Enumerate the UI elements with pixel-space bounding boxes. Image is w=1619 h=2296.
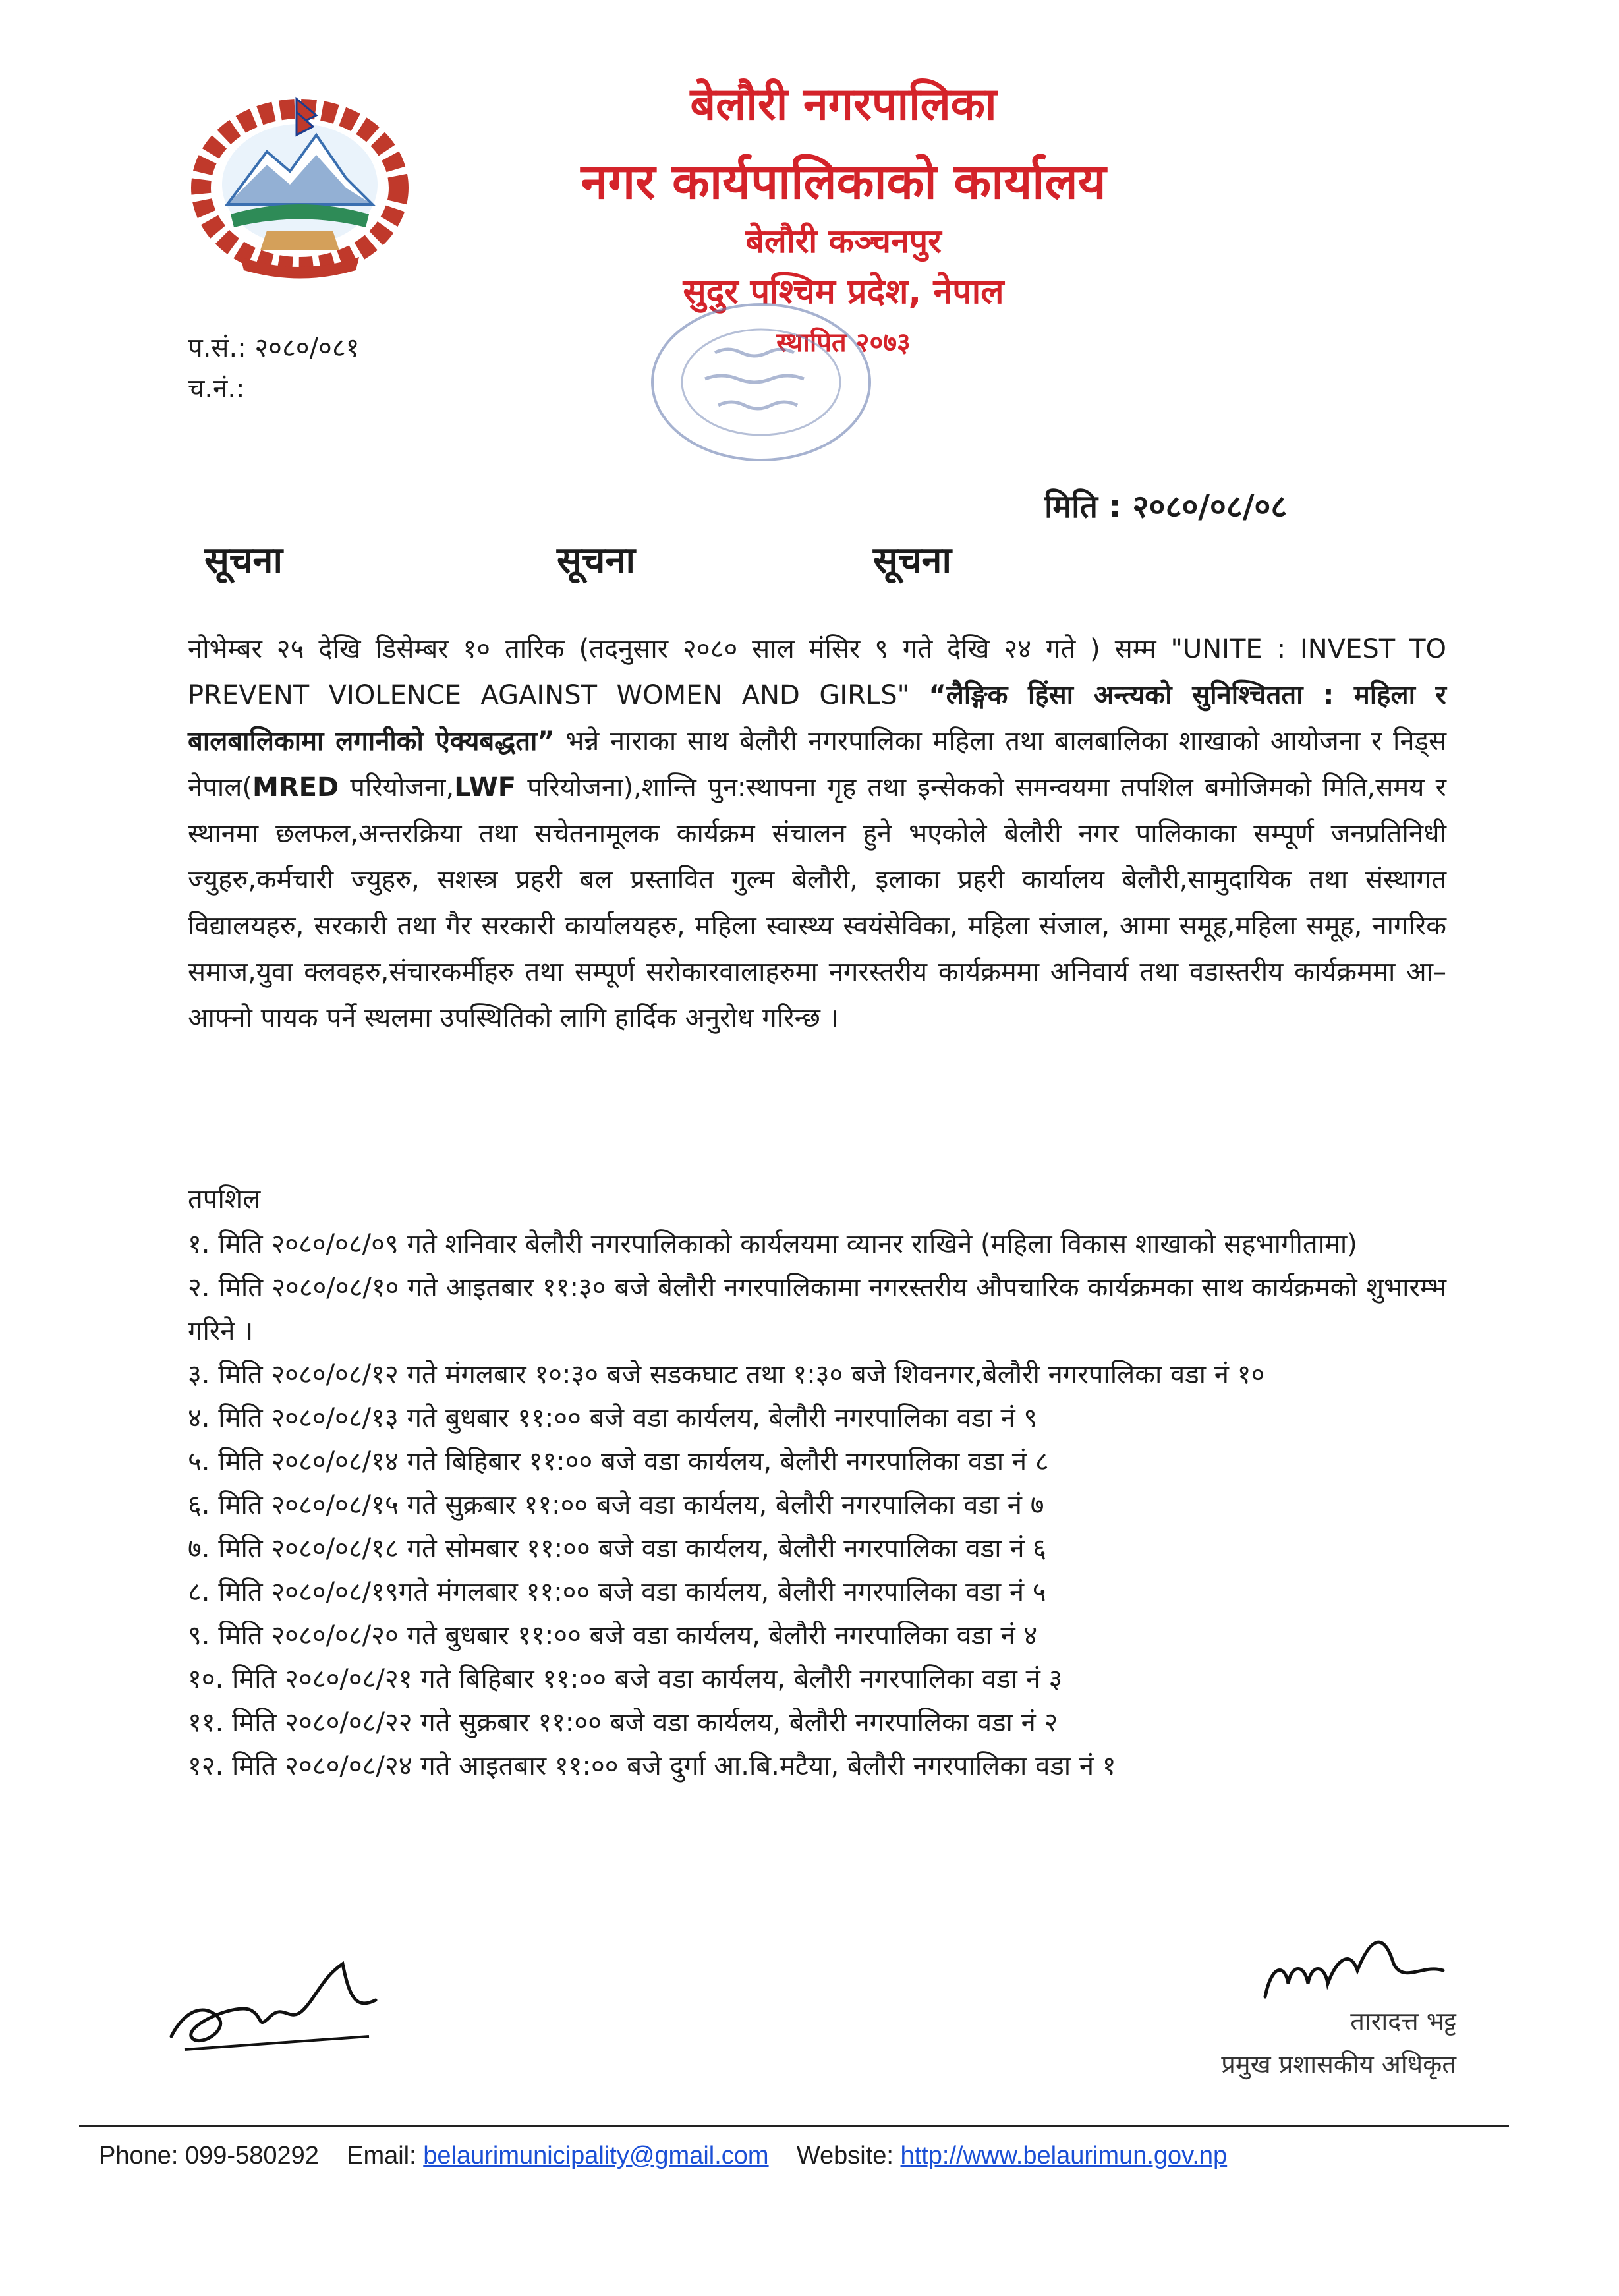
municipality-name: बेलौरी नगरपालिका xyxy=(690,78,997,130)
notice-title-3: सूचना xyxy=(873,539,952,582)
body-intro: नोभेम्बर २५ देखि डिसेम्बर १० तारिक (तदनुसार २०८० साल मंसिर ९ गते देखि २४ गते ) सम्म "UNITE : INVEST TO PREVENT VIOLENCE AGAINST WOMEN AND GIRLS" xyxy=(188,634,1446,710)
campaign-slogan: “लैङ्गिक हिंसा अन्त्यको सुनिश्चितता : महिला र बालबालिकामा लगानीको ऐक्यबद्धता” xyxy=(188,680,1446,757)
notice-title-1: सूचना xyxy=(204,539,283,582)
footer-divider xyxy=(79,2125,1509,2127)
schedule-item: १२. मिति २०८०/०८/२४ गते आइतबार ११:०० बजे दुर्गा आ.बि.मटैया, बेलौरी नगरपालिका वडा नं १ xyxy=(188,1751,1116,1781)
signatory-name: तारादत्त भट्ट xyxy=(1350,2007,1456,2036)
office-location: बेलौरी कञ्चनपुर xyxy=(745,222,942,260)
website-link[interactable]: http://www.belaurimun.gov.np xyxy=(900,2142,1228,2169)
schedule-list xyxy=(188,1222,1446,1788)
schedule-item: १. मिति २०८०/०८/०९ गते शनिवार बेलौरी नगरपालिकाको कार्यलयमा व्यानर राखिने (महिला विकास शाखाको सहभागीतामा) xyxy=(188,1229,1357,1259)
email-label: Email: xyxy=(347,2142,416,2169)
schedule-item: ९. मिति २०८०/०८/२० गते बुधबार ११:०० बजे वडा कार्यलय, बेलौरी नगरपालिका वडा नं ४ xyxy=(188,1621,1038,1651)
established-year: स्थापित २०७३ xyxy=(776,328,911,358)
dispatch-number: च.नं.: xyxy=(188,374,245,404)
schedule-item: ८. मिति २०८०/०८/१९गते मंगलबार ११:०० बजे वडा कार्यलय, बेलौरी नगरपालिका वडा नं ५ xyxy=(188,1577,1046,1607)
signatory-title: प्रमुख प्रशासकीय अधिकृत xyxy=(1221,2050,1456,2079)
schedule-item: ३. मिति २०८०/०८/१२ गते मंगलबार १०:३० बजे सडकघाट तथा १:३० बजे शिवनगर,बेलौरी नगरपालिका वडा नं १० xyxy=(188,1360,1265,1390)
schedule-item: ५. मिति २०८०/०८/१४ गते बिहिबार ११:०० बजे वडा कार्यलय, बेलौरी नगरपालिका वडा नं ८ xyxy=(188,1447,1049,1477)
letter-reference-number: प.सं.: २०८०/०८१ xyxy=(188,333,360,363)
phone-label: Phone: xyxy=(99,2142,179,2169)
email-link[interactable]: belaurimunicipality@gmail.com xyxy=(423,2142,769,2169)
footer-contact xyxy=(99,2142,1516,2170)
office-stamp-icon xyxy=(642,290,880,474)
notice-title-2: सूचना xyxy=(557,539,635,582)
schedule-heading: तपशिल xyxy=(188,1184,261,1215)
schedule-item: ४. मिति २०८०/०८/१३ गते बुधबार ११:०० बजे वडा कार्यलय, बेलौरी नगरपालिका वडा नं ९ xyxy=(188,1403,1038,1433)
schedule-item: ६. मिति २०८०/०८/१५ गते सुक्रबार ११:०० बजे वडा कार्यलय, बेलौरी नगरपालिका वडा नं ७ xyxy=(188,1490,1044,1520)
schedule-item: ७. मिति २०८०/०८/१८ गते सोमबार ११:०० बजे वडा कार्यलय, बेलौरी नगरपालिका वडा नं ६ xyxy=(188,1534,1047,1564)
schedule-item: ११. मिति २०८०/०८/२२ गते सुक्रबार ११:०० बजे वडा कार्यलय, बेलौरी नगरपालिका वडा नं २ xyxy=(188,1708,1058,1738)
schedule-item: २. मिति २०८०/०८/१० गते आइतबार ११:३० बजे बेलौरी नगरपालिकामा नगरस्तरीय औपचारिक कार्यक्रमका साथ कार्यक्रमको शुभारम्भ गरिने । xyxy=(188,1273,1446,1346)
phone-number: 099-580292 xyxy=(185,2142,319,2169)
mred-project: MRED xyxy=(252,772,339,803)
nepal-emblem-icon xyxy=(168,79,432,283)
website-label: Website: xyxy=(796,2142,894,2169)
notice-body xyxy=(188,626,1446,1041)
office-name: नगर कार्यपालिकाको कार्यालय xyxy=(581,154,1106,210)
body-part-3: परियोजना, xyxy=(339,772,455,803)
notice-date: मिति : २०८०/०८/०८ xyxy=(1044,488,1288,525)
left-signature-icon xyxy=(158,1937,395,2063)
province-name: सुदुर पश्चिम प्रदेश, नेपाल xyxy=(683,272,1004,312)
body-part-2: भन्ने नाराका साथ बेलौरी नगरपालिका महिला तथा बालबालिका शाखाको आयोजना र निड्स नेपाल( xyxy=(188,726,1446,803)
body-part-4: परियोजना),शान्ति पुन:स्थापना गृह तथा इन्सेकको समन्वयमा तपशिल बमोजिमको मिति,समय र स्थानमा छलफल,अन्तरक्रिया तथा सचेतनामूलक कार्यक्रम संचालन हुने भएकोले बेलौरी नगर पालिकाका सम्पूर्ण जनप्रतिनिधी ज्युहरु,कर्मचारी ज्युहरु, सशस्त्र प्रहरी बल प्रस्तावित गुल्म बेलौरी, इलाका प्रहरी कार्यालय बेलौरी,सामुदायिक तथा संस्थागत विद्यालयहरु, सरकारी तथा गैर सरकारी कार्यालयहरु, महिला स्वास्थ्य स्वयंसेविका, महिला संजाल, आमा समूह,महिला समूह, नागरिक समाज,युवा क्लवहरु,संचारकर्मीहरु तथा सम्पूर्ण सरोकारवालाहरुमा नगरस्तरीय कार्यक्रममा अनिवार्य तथा वडास्तरीय कार्यक्रममा आ–आफ्नो पायक पर्ने स्थलमा उपस्थितिको लागि हार्दिक अनुरोध गरिन्छ । xyxy=(188,772,1447,1033)
lwf-project: LWF xyxy=(454,772,517,803)
schedule-item: १०. मिति २०८०/०८/२१ गते बिहिबार ११:०० बजे वडा कार्यलय, बेलौरी नगरपालिका वडा नं ३ xyxy=(188,1664,1063,1694)
